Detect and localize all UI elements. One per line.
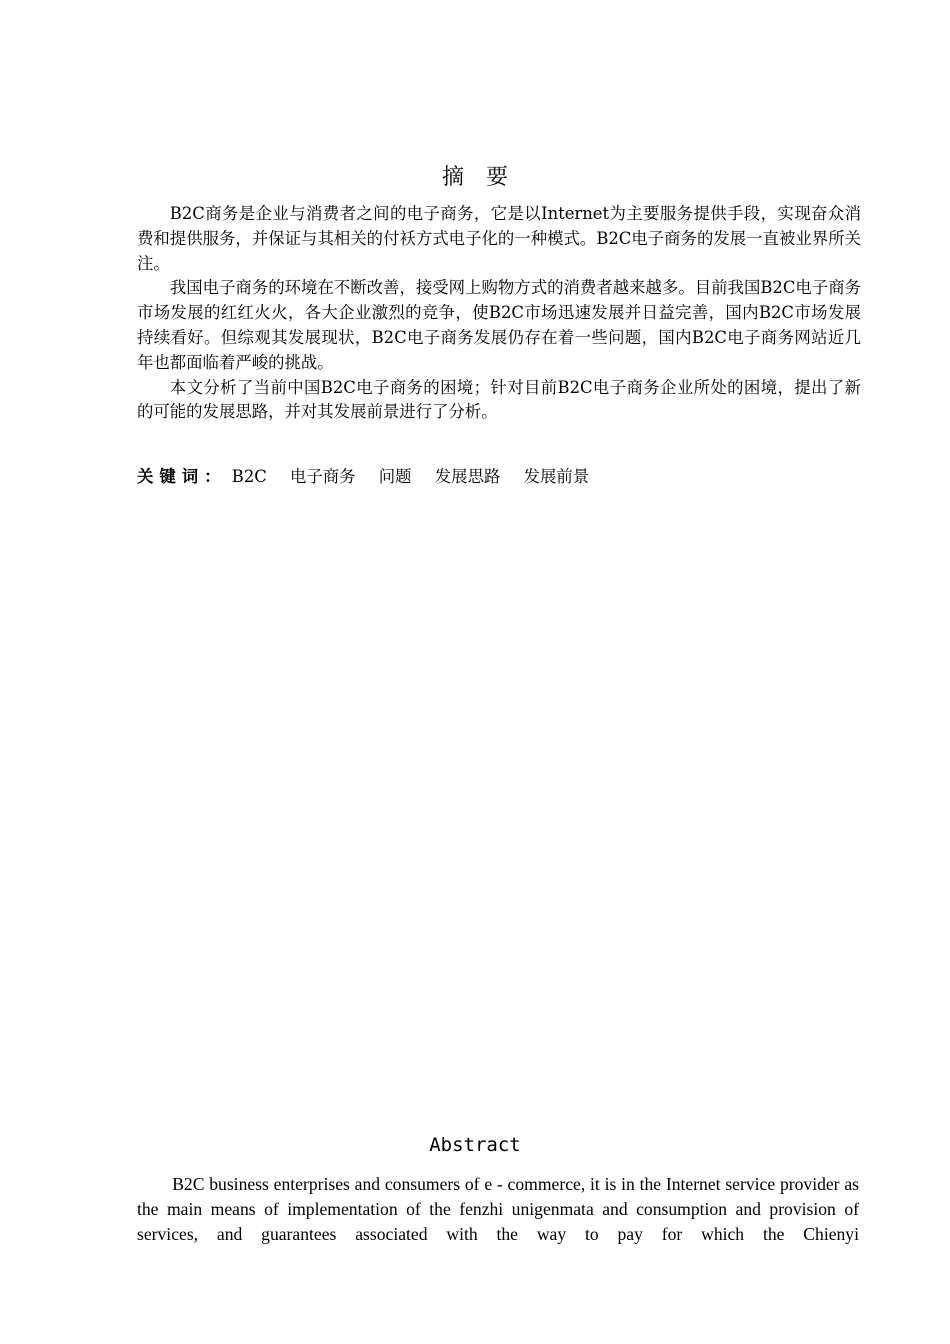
title-char-1: 摘 xyxy=(441,165,464,190)
keyword-item: 发展思路 xyxy=(434,467,501,486)
keywords-label: 关键词： xyxy=(137,467,227,486)
chinese-abstract-title xyxy=(0,160,950,191)
keywords-line xyxy=(137,465,861,489)
english-abstract-body xyxy=(137,1172,859,1246)
title-char-2: 要 xyxy=(486,165,509,190)
chinese-paragraph-3: 本文分析了当前中国B2C电子商务的困境；针对目前B2C电子商务企业所处的困境，提出了新的可能的发展思路，并对其发展前景进行了分析。 xyxy=(137,377,861,422)
keyword-item: 问题 xyxy=(378,467,412,486)
chinese-abstract-body xyxy=(137,202,861,425)
english-paragraph: B2C business enterprises and consumers of e - commerce, it is in the Internet service provider as the main means of implementation of the fenzhi unigenmata and consumption and provision of services, and guarantees associated with the way to pay for which the Chienyi xyxy=(137,1174,859,1244)
chinese-paragraph-1: B2C商务是企业与消费者之间的电子商务，它是以Internet为主要服务提供手段，实现奋众消费和提供服务，并保证与其相关的付袄方式电子化的一种模式。B2C电子商务的发展一直被业界所关注。 xyxy=(137,204,861,273)
chinese-paragraph-2: 我国电子商务的环境在不断改善，接受网上购物方式的消费者越来越多。目前我国B2C电子商务市场发展的红红火火，各大企业激烈的竞争，使B2C市场迅速发展并日益完善，国内B2C市场发展持续看好。但综观其发展现状，B2C电子商务发展仍存在着一些问题，国内B2C电子商务网站近几年也都面临着严峻的挑战。 xyxy=(137,278,861,372)
english-abstract-title: Abstract xyxy=(429,1134,521,1156)
keyword-item: 电子商务 xyxy=(290,467,356,486)
keyword-item: B2C xyxy=(231,467,267,486)
keyword-item: 发展前景 xyxy=(523,467,590,486)
